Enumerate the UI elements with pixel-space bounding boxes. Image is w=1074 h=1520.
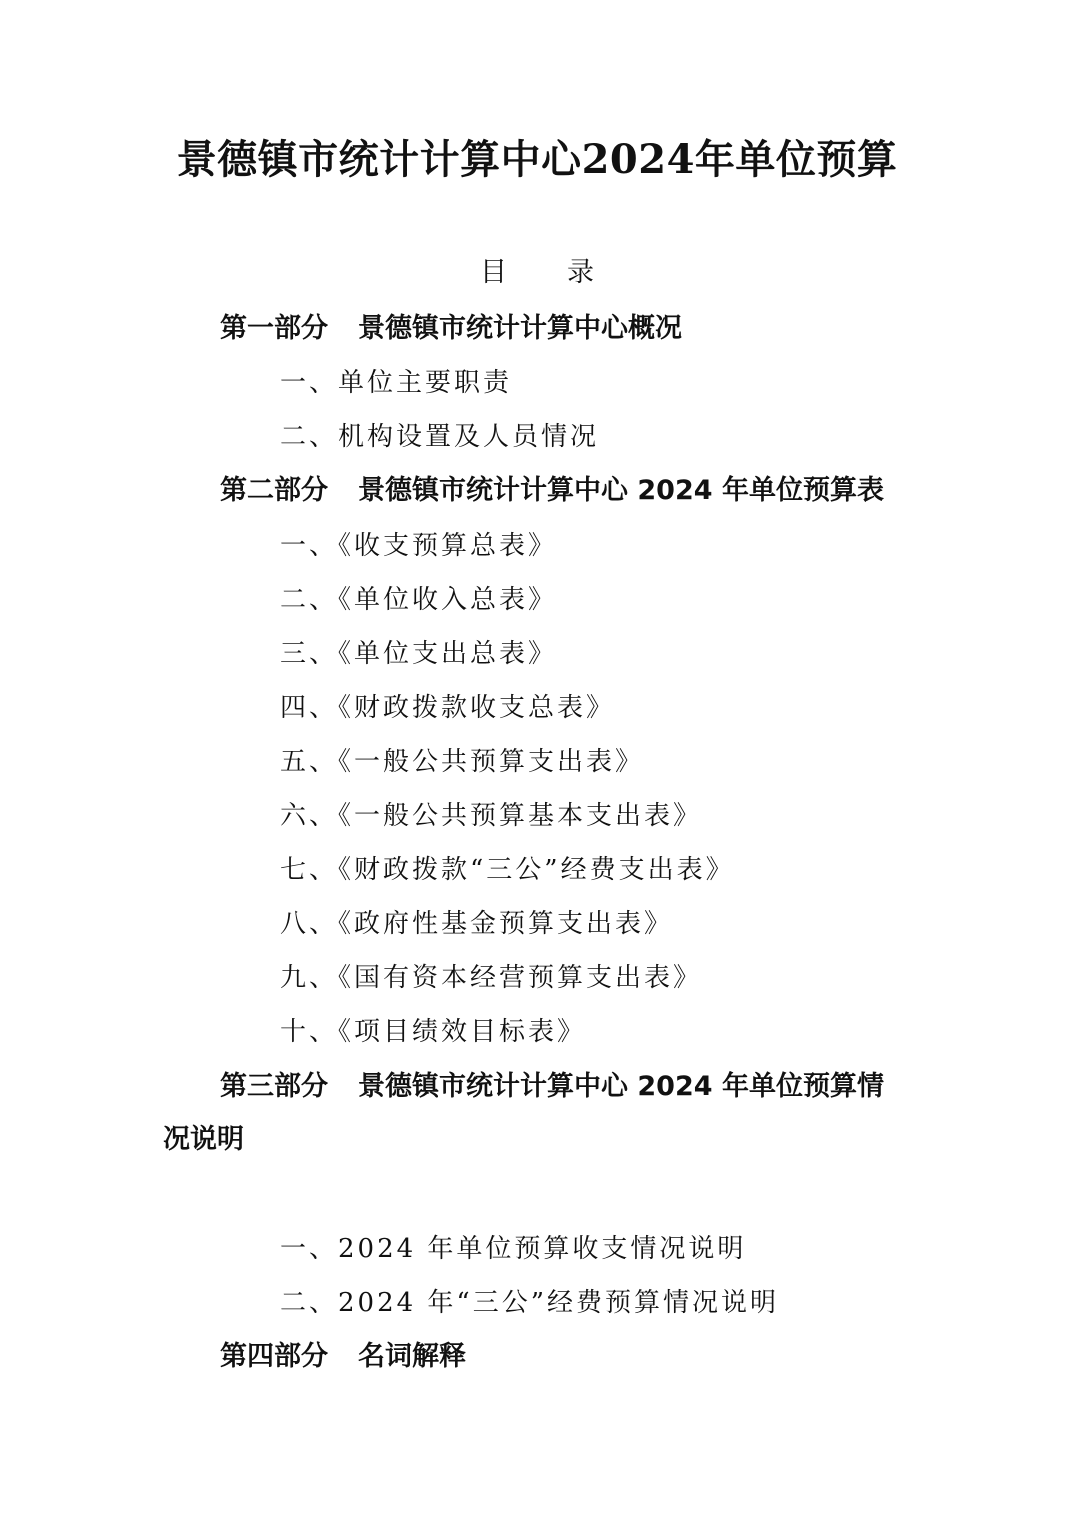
toc-item[interactable]: 二、机构设置及人员情况 — [280, 422, 600, 452]
toc-heading — [0, 255, 1074, 291]
toc-part-3-text-continued[interactable]: 况说明 — [163, 1124, 244, 1155]
toc-item[interactable]: 六、《一般公共预算基本支出表》 — [280, 801, 703, 831]
toc-part-3-text: 景德镇市统计计算中心 2024 年单位预算情 — [358, 1071, 884, 1102]
toc-part-3[interactable] — [220, 1069, 884, 1105]
toc-part-4-label: 第四部分 — [220, 1341, 328, 1372]
toc-part-1[interactable] — [220, 311, 682, 347]
toc-item[interactable]: 二、2024 年“三公”经费预算情况说明 — [280, 1288, 780, 1318]
toc-part-1-text: 景德镇市统计计算中心概况 — [358, 313, 682, 344]
toc-item[interactable]: 一、2024 年单位预算收支情况说明 — [280, 1234, 747, 1264]
toc-item[interactable]: 五、《一般公共预算支出表》 — [280, 747, 645, 777]
toc-item[interactable]: 七、《财政拨款“三公”经费支出表》 — [280, 855, 735, 885]
toc-item[interactable]: 十、《项目绩效目标表》 — [280, 1017, 587, 1047]
toc-part-4[interactable] — [220, 1339, 466, 1375]
toc-item[interactable]: 九、《国有资本经营预算支出表》 — [280, 963, 703, 993]
toc-part-4-text: 名词解释 — [358, 1341, 466, 1372]
toc-heading-left: 目 — [480, 257, 507, 288]
toc-item[interactable]: 一、单位主要职责 — [280, 368, 513, 398]
toc-part-3-label: 第三部分 — [220, 1071, 328, 1102]
toc-item[interactable]: 一、《收支预算总表》 — [280, 531, 558, 561]
toc-part-2-text: 景德镇市统计计算中心 2024 年单位预算表 — [358, 475, 884, 506]
toc-part-1-label: 第一部分 — [220, 313, 328, 344]
toc-item[interactable]: 八、《政府性基金预算支出表》 — [280, 909, 674, 939]
toc-part-2[interactable] — [220, 473, 884, 509]
toc-item[interactable]: 三、《单位支出总表》 — [280, 639, 558, 669]
toc-part-2-label: 第二部分 — [220, 475, 328, 506]
toc-heading-right: 录 — [567, 257, 594, 288]
toc-item[interactable]: 二、《单位收入总表》 — [280, 585, 558, 615]
document-title: 景德镇市统计计算中心2024年单位预算 — [176, 136, 898, 183]
toc-item[interactable]: 四、《财政拨款收支总表》 — [280, 693, 616, 723]
